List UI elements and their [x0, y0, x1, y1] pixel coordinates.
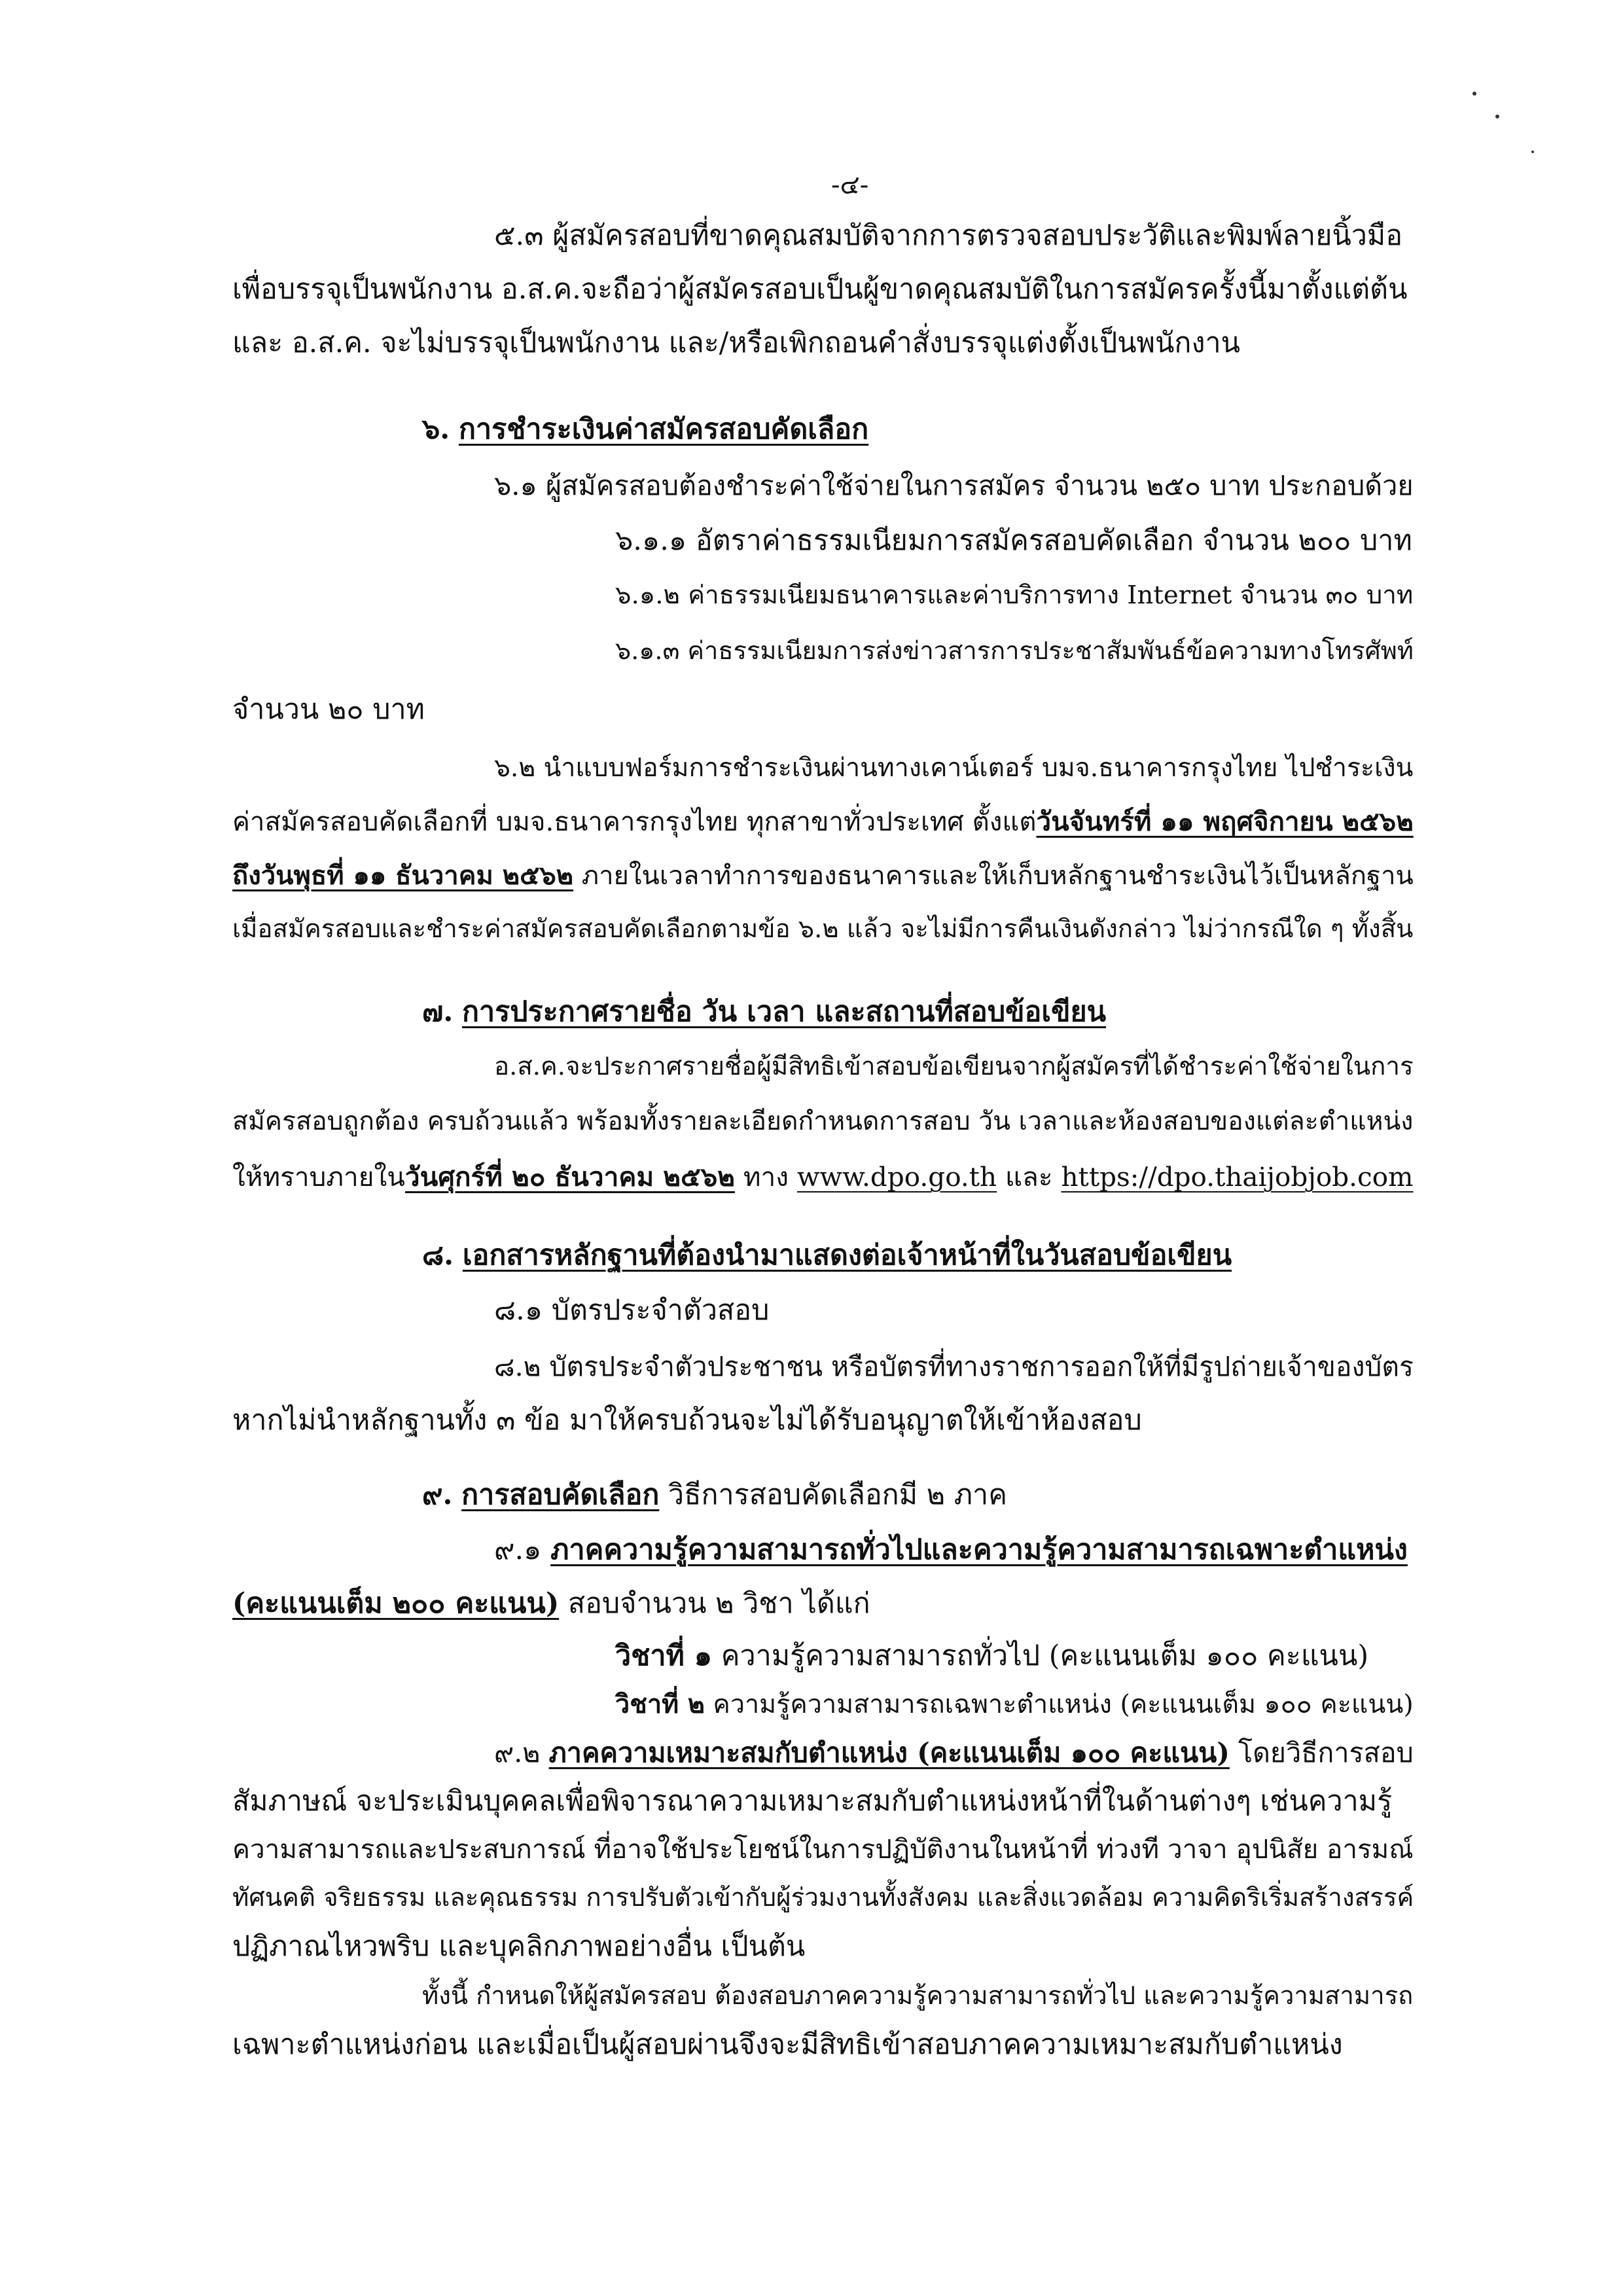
announce-date: วันศุกร์ที่ ๒๐ ธันวาคม ๒๕๖๒ — [404, 1161, 735, 1193]
s8-1: ๘.๑ บัตรประจำตัวสอบ — [494, 1294, 770, 1327]
s9-2-line-3: ความสามารถและประสบการณ์ ที่อาจใช้ประโยชน์ในการปฏิบัติงานในหน้าที่ ท่วงที วาจา อุปนิสัย อารมณ์ — [232, 1834, 1414, 1865]
s9-note-line-2: เฉพาะตำแหน่งก่อน และเมื่อเป็นผู้สอบผ่านจึงจะมีสิทธิเข้าสอบภาคความเหมาะสมกับตำแหน่ง — [232, 2028, 1343, 2061]
s5-3-line-3: และ อ.ส.ค. จะไม่บรรจุเป็นพนักงาน และ/หรือเพิกถอนคำสั่งบรรจุแต่งตั้งเป็นพนักงาน — [232, 327, 1240, 359]
section-8-number: ๘. — [422, 1239, 454, 1272]
s9-note-line-1: ทั้งนี้ กำหนดให้ผู้สมัครสอบ ต้องสอบภาคความรู้ความสามารถทั่วไป และความรู้ความสามารถ — [422, 1981, 1414, 2011]
section-6-title: การชำระเงินค่าสมัครสอบคัดเลือก — [458, 413, 869, 446]
end-date: ถึงวันพุธที่ ๑๑ ธันวาคม ๒๕๖๒ — [232, 860, 574, 891]
s6-2-line-2 — [232, 802, 1414, 842]
section-9-title: การสอบคัดเลือก — [461, 1479, 660, 1511]
section-9-number: ๙. — [422, 1479, 453, 1511]
s9-1-line-1 — [494, 1530, 1408, 1570]
s9-1-score: (คะแนนเต็ม ๒๐๐ คะแนน) — [232, 1587, 560, 1620]
section-7-heading — [422, 992, 1106, 1031]
s5-3-line-1: ๕.๓ ผู้สมัครสอบที่ขาดคุณสมบัติจากการตรวจสอบประวัติและพิมพ์ลายนิ้วมือ — [494, 219, 1403, 252]
s7-text: และ — [997, 1161, 1061, 1193]
s9-1-number: ๙.๑ — [494, 1534, 551, 1566]
s9-2-line-5: ปฏิภาณไหวพริบ และบุคลิกภาพอย่างอื่น เป็นต้น — [232, 1930, 806, 1963]
s6-1: ๖.๑ ผู้สมัครสอบต้องชำระค่าใช้จ่ายในการสมัคร จำนวน ๒๕๐ บาท ประกอบด้วย — [494, 470, 1414, 501]
s9-2-line-2: สัมภาษณ์ จะประเมินบุคคลเพื่อพิจารณาความเหมาะสมกับตำแหน่งหน้าที่ในด้านต่างๆ เช่นความรู้ — [232, 1785, 1393, 1818]
s6-2-line-4: เมื่อสมัครสอบและชำระค่าสมัครสอบคัดเลือกตามข้อ ๖.๒ แล้ว จะไม่มีการคืนเงินดังกล่าว ไม่ว่ากรณีใด ๆ ทั้งสิ้น — [232, 914, 1414, 944]
s7-text: ทาง — [734, 1161, 797, 1193]
section-8-heading — [422, 1236, 1232, 1275]
scan-speck — [1495, 115, 1499, 118]
s6-1-2: ๖.๑.๒ ค่าธรรมเนียมธนาคารและค่าบริการทาง Internet จำนวน ๓๐ บาท — [615, 581, 1414, 610]
subject-2-label: วิชาที่ ๒ — [615, 1689, 705, 1719]
section-6-number: ๖. — [422, 413, 450, 446]
dpo-website-link[interactable]: www.dpo.go.th — [796, 1161, 997, 1193]
s9-2-line-1 — [494, 1733, 1414, 1772]
s6-2-line-1: ๖.๒ นำแบบฟอร์มการชำระเงินผ่านทางเคาน์เตอร์ บมจ.ธนาคารกรุงไทย ไปชำระเงิน — [494, 753, 1414, 783]
section-6-heading — [422, 410, 868, 449]
s7-line-2: สมัครสอบถูกต้อง ครบถ้วนแล้ว พร้อมทั้งรายละเอียดกำหนดการสอบ วัน เวลาและห้องสอบของแต่ละตำแหน่ง — [232, 1107, 1414, 1136]
scan-speck — [1531, 151, 1534, 153]
s7-line-3 — [232, 1157, 1413, 1196]
s6-1-3-cont: จำนวน ๒๐ บาท — [232, 693, 425, 726]
s6-2-line-3 — [232, 856, 1414, 895]
s9-1-line-2 — [232, 1584, 870, 1623]
scan-speck — [1472, 92, 1476, 96]
section-9-heading — [422, 1475, 1007, 1515]
s9-2-title: ภาคความเหมาะสมกับตำแหน่ง (คะแนนเต็ม ๑๐๐ คะแนน) — [548, 1736, 1230, 1768]
s5-3-line-2: เพื่อบรรจุเป็นพนักงาน อ.ส.ค.จะถือว่าผู้สมัครสอบเป็นผู้ขาดคุณสมบัติในการสมัครครั้งนี้มาตั้งแต่ต้น — [232, 273, 1408, 306]
subject-1 — [615, 1636, 1368, 1676]
thaijobjob-link[interactable]: https://dpo.thaijobjob.com — [1061, 1161, 1414, 1193]
page-number: -๔- — [831, 170, 869, 200]
s9-1-title: ภาคความรู้ความสามารถทั่วไปและความรู้ความสามารถเฉพาะตำแหน่ง — [550, 1534, 1408, 1566]
start-date: วันจันทร์ที่ ๑๑ พฤศจิกายน ๒๕๖๒ — [1036, 806, 1414, 837]
s9-2-number: ๙.๒ — [494, 1737, 549, 1768]
s8-note: หากไม่นำหลักฐานทั้ง ๓ ข้อ มาให้ครบถ้วนจะไม่ได้รับอนุญาตให้เข้าห้องสอบ — [232, 1404, 1142, 1437]
section-7-title: การประกาศรายชื่อ วัน เวลา และสถานที่สอบข้อเขียน — [461, 996, 1107, 1028]
s7-text: ให้ทราบภายใน — [232, 1161, 405, 1193]
section-9-subtitle: วิธีการสอบคัดเลือกมี ๒ ภาค — [659, 1479, 1007, 1511]
subject-1-label: วิชาที่ ๑ — [615, 1640, 713, 1672]
subject-2-text: ความรู้ความสามารถเฉพาะตำแหน่ง (คะแนนเต็ม ๑๐๐ คะแนน) — [704, 1689, 1414, 1719]
s8-2: ๘.๒ บัตรประจำตัวประชาชน หรือบัตรที่ทางราชการออกให้ที่มีรูปถ่ายเจ้าของบัตร — [494, 1351, 1414, 1382]
s7-line-1: อ.ส.ค.จะประกาศรายชื่อผู้มีสิทธิเข้าสอบข้อเขียนจากผู้สมัครที่ได้ชำระค่าใช้จ่ายในการ — [494, 1052, 1414, 1081]
s6-1-1: ๖.๑.๑ อัตราค่าธรรมเนียมการสมัครสอบคัดเลือก จำนวน ๒๐๐ บาท — [615, 524, 1412, 557]
s6-2-text: ภายในเวลาทำการของธนาคารและให้เก็บหลักฐานชำระเงินไว้เป็นหลักฐาน — [573, 861, 1414, 891]
subject-1-text: ความรู้ความสามารถทั่วไป (คะแนนเต็ม ๑๐๐ คะแนน) — [712, 1640, 1369, 1672]
s6-1-3: ๖.๑.๓ ค่าธรรมเนียมการส่งข่าวสารการประชาสัมพันธ์ข้อความทางโทรศัพท์ — [615, 636, 1414, 665]
s9-1-text: สอบจำนวน ๒ วิชา ได้แก่ — [559, 1587, 870, 1620]
section-7-number: ๗. — [422, 996, 454, 1028]
s9-2-text: โดยวิธีการสอบ — [1229, 1737, 1414, 1768]
section-8-title: เอกสารหลักฐานที่ต้องนำมาแสดงต่อเจ้าหน้าที่ในวันสอบข้อเขียน — [462, 1239, 1232, 1272]
s9-2-line-4: ทัศนคติ จริยธรรม และคุณธรรม การปรับตัวเข้ากับผู้ร่วมงานทั้งสังคม และสิ่งแวดล้อม ความคิดริเริ่มสร้างสรรค์ — [232, 1883, 1414, 1912]
s6-2-text: ค่าสมัครสอบคัดเลือกที่ บมจ.ธนาคารกรุงไทย ทุกสาขาทั่วประเทศ ตั้งแต่ — [232, 807, 1037, 837]
subject-2 — [615, 1685, 1414, 1724]
